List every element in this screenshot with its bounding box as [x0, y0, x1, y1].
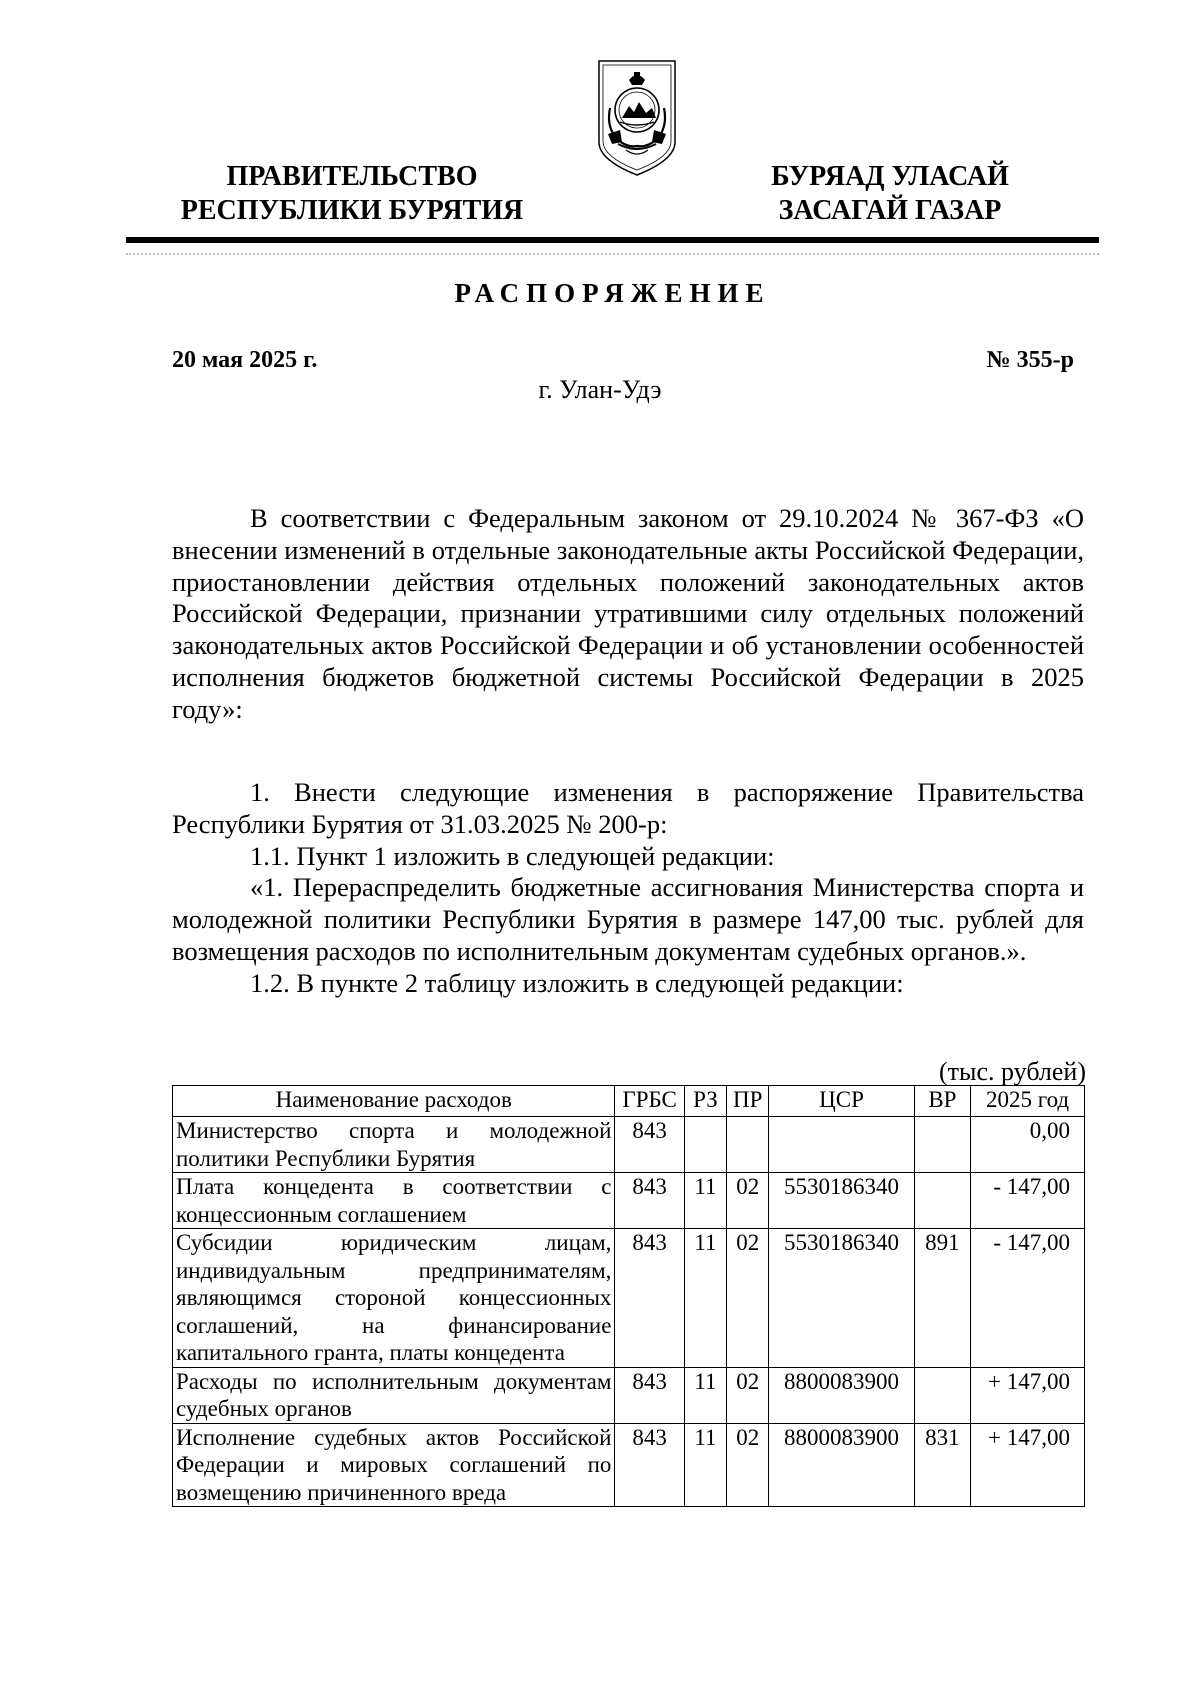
cell-csr: 8800083900: [769, 1367, 914, 1423]
cell-csr: 8800083900: [769, 1423, 914, 1507]
cell-pr: [727, 1117, 769, 1173]
cell-rz: 11: [684, 1173, 726, 1229]
table-row: [173, 1367, 1085, 1423]
cell-grbs: 843: [615, 1423, 684, 1507]
cell-pr: 02: [727, 1173, 769, 1229]
cell-csr: 5530186340: [769, 1229, 914, 1368]
table-row: [173, 1117, 1085, 1173]
cell-vr: [914, 1173, 970, 1229]
cell-amount: - 147,00: [971, 1229, 1085, 1368]
cell-pr: 02: [727, 1367, 769, 1423]
header-government-ru: [172, 160, 532, 228]
cell-amount: - 147,00: [971, 1173, 1085, 1229]
col-header-pr: ПР: [727, 1086, 769, 1117]
cell-grbs: 843: [615, 1367, 684, 1423]
cell-rz: 11: [684, 1367, 726, 1423]
item-1-1-text: «1. Перераспределить бюджетные ассигнования Министерства спорта и молодежной политики Республики Бурятия в размере 147,00 тыс. рублей для возмещения расходов по исполнительным документам судебных органов.».: [172, 872, 1084, 966]
table-header-row: [173, 1086, 1085, 1117]
table-row: [173, 1229, 1085, 1368]
cell-vr: 891: [914, 1229, 970, 1368]
col-header-csr: ЦСР: [769, 1086, 914, 1117]
document-date: 20 мая 2025 г.: [172, 347, 318, 373]
cell-rz: 11: [684, 1423, 726, 1507]
cell-amount: + 147,00: [971, 1367, 1085, 1423]
cell-name: Субсидии юридическим лицам, индивидуальным предпринимателям, являющимся стороной концессионных соглашений, на финансирование капитального гранта, платы концедента: [173, 1229, 615, 1368]
document-number: № 355-р: [986, 347, 1074, 373]
cell-pr: 02: [727, 1229, 769, 1368]
col-header-grbs: ГРБС: [615, 1086, 684, 1117]
header-government-bua: [740, 160, 1040, 228]
cell-amount: 0,00: [971, 1117, 1085, 1173]
header-right-line2: ЗАСАГАЙ ГАЗАР: [778, 195, 1002, 226]
cell-csr: 5530186340: [769, 1173, 914, 1229]
budget-table: [172, 1085, 1085, 1507]
cell-name: Плата концедента в соответствии с концессионным соглашением: [173, 1173, 615, 1229]
table-units: (тыс. рублей): [938, 1057, 1086, 1086]
cell-vr: [914, 1367, 970, 1423]
item-1-2: 1.2. В пункте 2 таблицу изложить в следующей редакции:: [250, 967, 904, 998]
cell-grbs: 843: [615, 1117, 684, 1173]
col-header-vr: ВР: [914, 1086, 970, 1117]
item-1: 1. Внести следующие изменения в распоряжение Правительства Республики Бурятия от 31.03.2025 № 200-р:: [172, 777, 1084, 839]
header-rule: [126, 237, 1099, 243]
document-city: г. Улан-Удэ: [538, 375, 662, 404]
basis-text: В соответствии с Федеральным законом от 29.10.2024 № 367-ФЗ «О внесении изменений в отдельные законодательные акты Российской Федерации, приостановлении действия отдельных положений законодательных актов Российской Федерации, признании утратившими силу отдельных положений законодательных актов Российской Федерации и об установлении особенностей исполнения бюджетов бюджетной системы Российской Федерации в 2025 году»:: [172, 503, 1084, 724]
cell-rz: [684, 1117, 726, 1173]
header-dotted-rule: [126, 253, 1099, 255]
header-left-line1: ПРАВИТЕЛЬСТВО: [226, 161, 478, 192]
cell-name: Исполнение судебных актов Российской Федерации и мировых соглашений по возмещению причиненного вреда: [173, 1423, 615, 1507]
cell-amount: + 147,00: [971, 1423, 1085, 1507]
cell-name: Расходы по исполнительным документам судебных органов: [173, 1367, 615, 1423]
col-header-name: Наименование расходов: [173, 1086, 615, 1117]
coat-of-arms-icon: [596, 58, 678, 178]
header-right-line1: БУРЯАД УЛАСАЙ: [771, 161, 1009, 192]
header-left-line2: РЕСПУБЛИКИ БУРЯТИЯ: [180, 195, 524, 226]
table-row: [173, 1423, 1085, 1507]
cell-pr: 02: [727, 1423, 769, 1507]
cell-grbs: 843: [615, 1229, 684, 1368]
col-header-year: 2025 год: [971, 1086, 1085, 1117]
items-section: [172, 777, 1084, 1000]
col-header-rz: РЗ: [684, 1086, 726, 1117]
item-1-1: 1.1. Пункт 1 изложить в следующей редакции:: [250, 840, 775, 871]
cell-csr: [769, 1117, 914, 1173]
cell-rz: 11: [684, 1229, 726, 1368]
cell-grbs: 843: [615, 1173, 684, 1229]
cell-vr: 831: [914, 1423, 970, 1507]
cell-vr: [914, 1117, 970, 1173]
table-row: [173, 1173, 1085, 1229]
document-title: РАСПОРЯЖЕНИЕ: [454, 278, 771, 308]
basis-paragraph: [172, 503, 1084, 726]
cell-name: Министерство спорта и молодежной политики Республики Бурятия: [173, 1117, 615, 1173]
